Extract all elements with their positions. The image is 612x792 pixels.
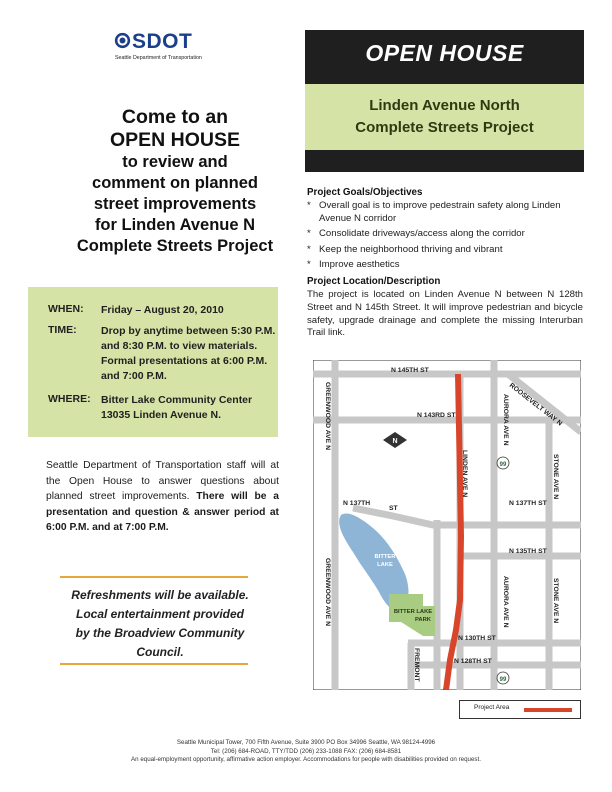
goal-text: Consolidate driveways/access along the corridor	[319, 228, 525, 239]
presentation-info-text: There will be a presentation and question & answer period at 6:00 P.M. and at 7:00 P.M.	[46, 491, 279, 533]
project-title-line-2: Complete Streets Project	[355, 119, 534, 136]
open-house-banner	[305, 30, 584, 84]
map-legend	[459, 700, 581, 719]
sdot-logo	[112, 30, 212, 66]
label-stone-south: STONE AVE N	[552, 578, 559, 624]
event-details-box	[28, 287, 278, 437]
divider-top	[60, 576, 248, 578]
goals-list	[307, 200, 587, 275]
route-99-shield-icon	[497, 457, 509, 469]
refreshments-line-3: by the Broadview Community	[75, 626, 245, 640]
where-label: WHERE:	[48, 393, 91, 405]
goal-text: Overall goal is to improve pedestrain safety along Linden Avenue N corridor	[319, 200, 561, 224]
location-heading: Project Location/Description	[307, 276, 441, 287]
label-n135: N 135TH ST	[509, 548, 547, 555]
when-value: Friday – August 20, 2010	[101, 304, 224, 316]
open-house-title: OPEN HOUSE	[365, 40, 524, 66]
footer-address: Seattle Municipal Tower, 700 Fifth Avenue, Suite 3900 PO Box 34996 Seattle, WA 98124-4996	[176, 739, 436, 746]
goal-item	[307, 228, 587, 241]
refreshments-line-4: Council.	[136, 645, 184, 659]
park-label-2: PARK	[415, 617, 431, 623]
footer-phone: Tel: (206) 684-ROAD, TTY/TDD (206) 233-1088 FAX: (206) 684-8581	[210, 747, 402, 755]
route-99-shield-label: 99	[499, 677, 507, 683]
north-arrow-label: N	[392, 438, 398, 445]
label-aurora-north: AURORA AVE N	[502, 394, 509, 446]
bullet-star-icon: *	[307, 243, 311, 255]
project-area-map	[313, 360, 581, 690]
headline	[30, 106, 320, 257]
park-label-1: BITTER LAKE	[393, 609, 433, 615]
headline-line-4: comment on planned	[92, 174, 258, 192]
refreshments-line-1: Refreshments will be available.	[71, 588, 249, 602]
logo-subtitle: Seattle Department of Transportation	[115, 55, 202, 61]
footer-eeo: An equal-employment opportunity, affirmative action employer. Accommodations for people with disabilities provided on request.	[131, 756, 481, 763]
route-99-shield-icon	[497, 672, 509, 684]
headline-line-3: to review and	[122, 153, 228, 171]
label-n130: N 130TH ST	[458, 635, 496, 642]
label-n137e: N 137TH ST	[509, 500, 547, 507]
label-n128: N 128TH ST	[454, 658, 492, 665]
label-n137w-b: ST	[389, 505, 398, 512]
headline-line-5: street improvements	[93, 195, 257, 213]
location-description: The project is located on Linden Avenue N between N 128th Street and N 145th Street. It will improve pedestrian and bicycle safety, upgrade drainage and complete the missing Interurban Trail link.	[307, 289, 583, 339]
divider-bottom	[60, 663, 248, 665]
headline-subtext	[30, 152, 320, 257]
legend-label: Project Area	[474, 704, 510, 711]
headline-line-6: for Linden Avenue N	[94, 216, 256, 234]
label-greenwood-north: GREENWOOD AVE N	[324, 382, 331, 450]
headline-line-1: Come to an	[121, 106, 229, 128]
logo-wordmark: SDOT	[132, 30, 193, 53]
footer	[60, 739, 552, 765]
goals-heading: Project Goals/Objectives	[307, 187, 423, 198]
goal-item	[307, 200, 587, 225]
seattle-seal-icon	[114, 32, 131, 49]
when-label: WHEN:	[48, 303, 84, 315]
where-value-line-1: Bitter Lake Community Center	[101, 394, 253, 406]
time-label: TIME:	[48, 324, 77, 336]
label-n137w-a: N 137TH	[343, 500, 371, 507]
goal-item	[307, 259, 587, 272]
headline-line-7: Complete Streets Project	[76, 237, 274, 255]
time-value: Drop by anytime between 5:30 P.M. and 8:30 P.M. to view materials. Formal presentations at 6:00 P.M. and 7:00 P.M.	[101, 325, 276, 382]
label-n145: N 145TH ST	[391, 367, 429, 374]
where-value	[101, 393, 286, 423]
goal-text: Keep the neighborhood thriving and vibrant	[319, 243, 503, 255]
label-n143: N 143RD ST	[417, 412, 456, 419]
label-roosevelt: ROOSEVELT WAY N	[507, 382, 564, 428]
project-title-line-1: Linden Avenue North	[369, 97, 520, 114]
lake-label-2: LAKE	[377, 562, 393, 568]
staff-info-text: Seattle Department of Transportation staff will at the Open House to answer questions about planned street improvements.	[46, 460, 279, 502]
legend-project-line	[524, 708, 572, 712]
refreshments-note	[55, 586, 265, 662]
bullet-star-icon: *	[307, 228, 311, 239]
label-fremont: FREMONT	[413, 648, 420, 682]
map-svg	[313, 360, 581, 690]
project-title	[305, 95, 584, 139]
bullet-star-icon: *	[307, 259, 311, 270]
lake-label-1: BITTER	[374, 554, 396, 560]
where-value-line-2: 13035 Linden Avenue N.	[101, 409, 222, 421]
label-linden: LINDEN AVE N	[461, 450, 468, 498]
goal-item	[307, 244, 587, 257]
staff-info-paragraph	[46, 458, 279, 536]
label-aurora-south: AURORA AVE N	[502, 576, 509, 628]
headline-line-2: OPEN HOUSE	[109, 129, 241, 151]
label-greenwood-south: GREENWOOD AVE N	[324, 558, 331, 626]
project-name-box	[305, 84, 584, 150]
refreshments-line-2: Local entertainment provided	[75, 607, 245, 621]
label-stone-north: STONE AVE N	[552, 454, 559, 500]
banner-bottom-bar	[305, 150, 584, 172]
route-99-shield-label: 99	[499, 462, 507, 468]
bullet-star-icon: *	[307, 200, 311, 211]
goal-text: Improve aesthetics	[319, 259, 400, 270]
